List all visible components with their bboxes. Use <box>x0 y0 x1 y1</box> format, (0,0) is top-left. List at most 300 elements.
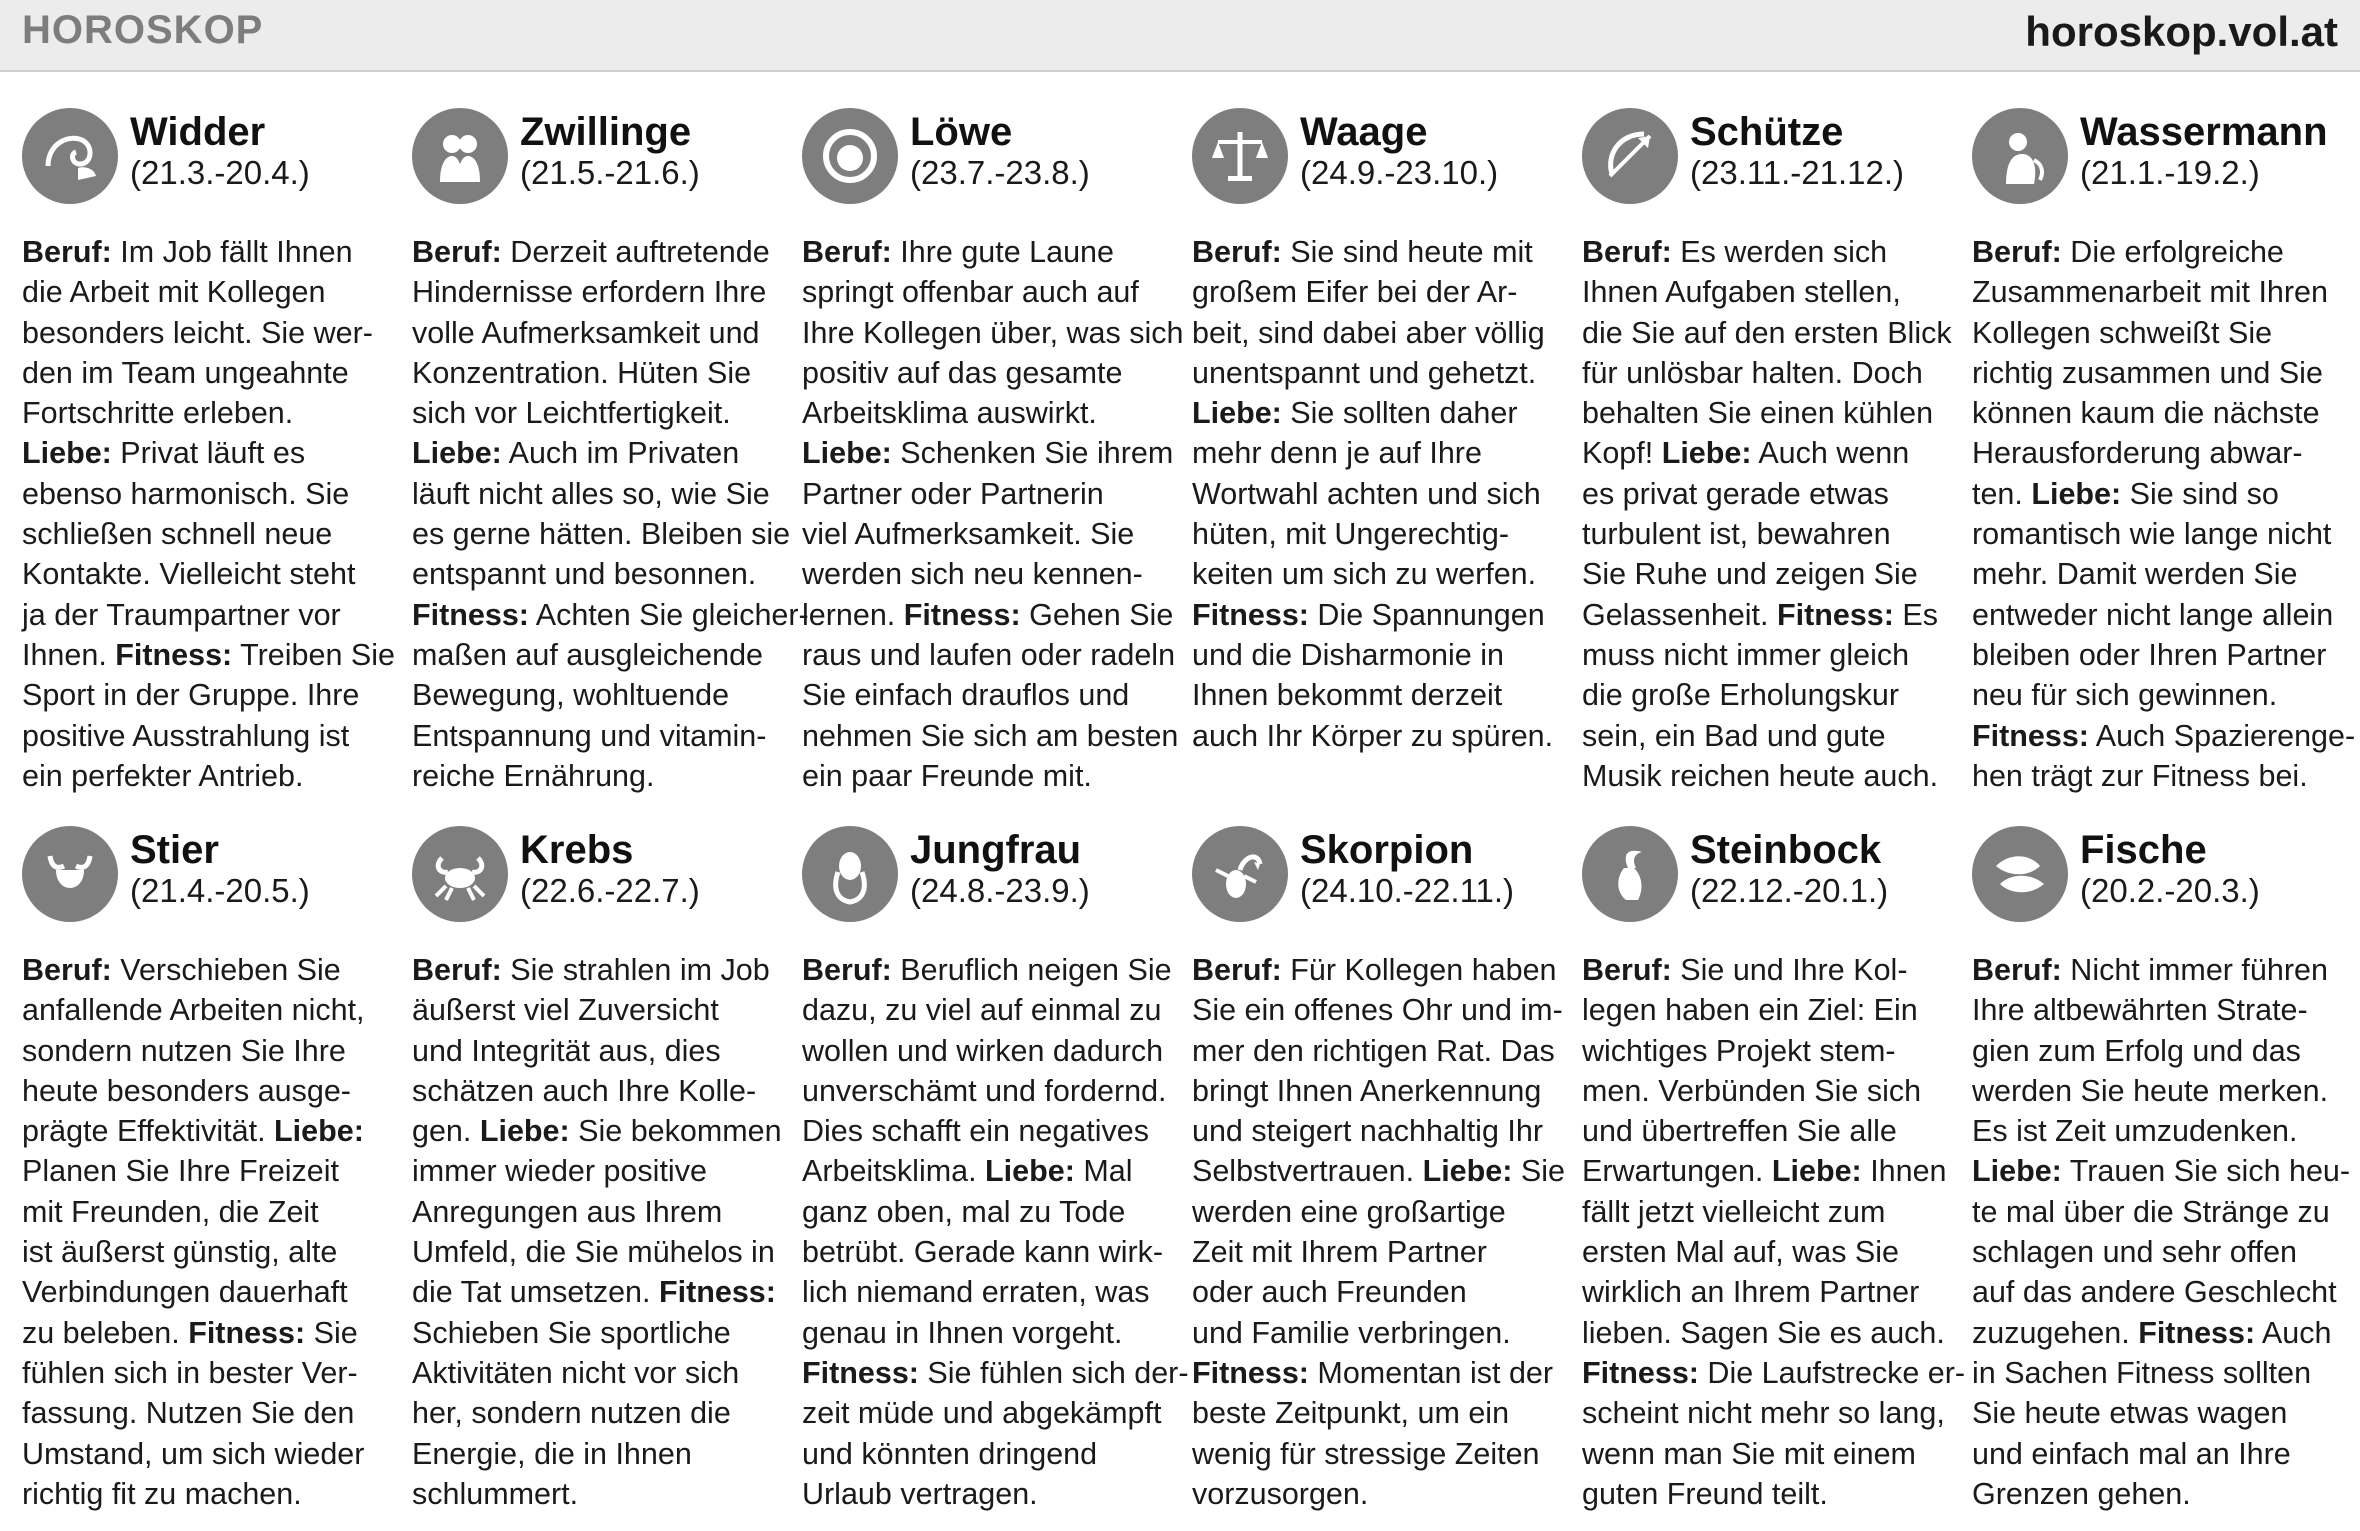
text-segment: Kontakte. Vielleicht steht <box>22 557 356 592</box>
text-segment: Achten Sie gleicher- <box>528 597 809 632</box>
sign-text <box>802 232 1184 796</box>
text-line <box>1972 232 2344 272</box>
text-segment: oder auch Freunden <box>1192 1275 1467 1310</box>
text-line <box>1582 1192 1954 1232</box>
text-segment: springt offenbar auch auf <box>802 275 1139 310</box>
text-segment: schlagen und sehr offen <box>1972 1235 2298 1270</box>
text-segment: schätzen auch Ihre Kolle- <box>412 1073 757 1108</box>
text-segment: Ihnen. <box>22 637 116 672</box>
text-line <box>22 393 394 433</box>
text-line <box>22 1393 394 1433</box>
text-segment: gien zum Erfolg und das <box>1972 1033 2301 1068</box>
sign-steinbock <box>1582 788 1966 1511</box>
text-segment: ersten Mal auf, was Sie <box>1582 1235 1900 1270</box>
text-segment: Sie <box>305 1315 358 1350</box>
text-line <box>1972 1031 2344 1071</box>
text-segment: anfallende Arbeiten nicht, <box>22 993 365 1028</box>
text-line <box>412 514 791 554</box>
text-segment: lieben. Sagen Sie es auch. <box>1582 1315 1945 1350</box>
text-line <box>1582 950 1954 990</box>
text-line <box>412 635 784 675</box>
text-segment: zu beleben. <box>22 1315 189 1350</box>
sign-header <box>22 70 394 191</box>
text-segment: legen haben ein Ziel: Ein <box>1582 993 1918 1028</box>
text-line <box>802 635 1174 675</box>
text-segment: ein paar Freunde mit. <box>802 758 1092 793</box>
text-line <box>802 433 1174 473</box>
text-line <box>22 1272 394 1312</box>
sign-widder <box>22 70 395 793</box>
text-segment: Verschieben Sie <box>111 953 341 987</box>
text-line <box>412 554 784 594</box>
sign-name: Zwillinge <box>520 110 692 154</box>
twins-icon <box>412 108 508 204</box>
text-line <box>802 1313 1174 1353</box>
sign-zwillinge <box>412 70 809 793</box>
text-line <box>802 313 1184 353</box>
text-segment: Grenzen gehen. <box>1972 1476 2191 1511</box>
text-line <box>802 1111 1174 1151</box>
text-segment: Sie fühlen sich der- <box>918 1355 1189 1390</box>
category-label: Liebe: <box>1771 1154 1862 1189</box>
text-segment: volle Aufmerksamkeit und <box>412 315 760 350</box>
category-label: Fitness: <box>802 1355 919 1390</box>
text-segment: Sie sind heute mit <box>1281 235 1533 269</box>
sign-header <box>1192 788 1564 909</box>
text-segment: ein perfekter Antrieb. <box>22 758 304 793</box>
category-label: Beruf: <box>802 953 892 987</box>
text-segment: und steigert nachhaltig Ihr <box>1192 1114 1543 1149</box>
text-line <box>1582 313 1954 353</box>
sign-name: Jungfrau <box>910 828 1082 872</box>
text-line <box>412 1434 784 1474</box>
category-label: Beruf: <box>1582 235 1672 269</box>
horoscope-grid <box>0 70 2360 1531</box>
category-label: Liebe: <box>274 1114 364 1149</box>
sign-name: Löwe <box>910 110 1013 154</box>
text-line <box>802 1031 1174 1071</box>
text-line <box>1972 1434 2344 1474</box>
sign-text <box>412 232 809 796</box>
text-segment: neu für sich gewinnen. <box>1972 678 2278 713</box>
sign-skorpion <box>1192 788 1565 1511</box>
text-line <box>1972 990 2344 1030</box>
text-line <box>22 1474 394 1514</box>
text-segment: ist äußerst günstig, alte <box>22 1235 338 1270</box>
category-label: Liebe: <box>22 436 112 471</box>
text-line <box>1192 474 1564 514</box>
text-segment: und Familie verbringen. <box>1192 1315 1511 1350</box>
text-line <box>1192 1111 1564 1151</box>
text-segment: Zeit mit Ihrem Partner <box>1192 1235 1487 1270</box>
text-segment: turbulent ist, bewahren <box>1582 517 1891 552</box>
website-link[interactable]: horoskop.vol.at <box>2025 8 2338 55</box>
text-segment: und einfach mal an Ihre <box>1972 1436 2291 1471</box>
scorpion-icon <box>1192 826 1288 922</box>
text-segment: wenig für stressige Zeiten <box>1192 1436 1540 1471</box>
text-line <box>412 1151 784 1191</box>
text-segment: Gehen Sie <box>1020 597 1174 632</box>
sign-name: Skorpion <box>1300 828 1474 872</box>
text-line <box>1972 474 2344 514</box>
text-segment: Sie Ruhe und zeigen Sie <box>1582 557 1918 592</box>
text-line <box>412 1474 784 1514</box>
text-line <box>1582 595 1954 635</box>
text-segment: lich niemand erraten, was <box>802 1275 1150 1310</box>
text-segment: richtig fit zu machen. <box>22 1476 302 1511</box>
text-segment: romantisch wie lange nicht <box>1972 517 2332 552</box>
text-line <box>1582 554 1954 594</box>
text-line <box>1972 272 2344 312</box>
text-segment: sein, ein Bad und gute <box>1582 718 1886 753</box>
sign-krebs <box>412 788 784 1511</box>
text-line <box>1582 635 1954 675</box>
text-segment: Auch wenn <box>1751 436 1910 471</box>
sign-text <box>1972 232 2356 796</box>
text-segment: Anregungen aus Ihrem <box>412 1194 723 1229</box>
text-line <box>412 716 784 756</box>
sign-header <box>1192 70 1564 191</box>
text-segment: Fortschritte erleben. <box>22 396 294 431</box>
text-segment: Im Job fällt Ihnen <box>111 235 353 269</box>
category-label: Liebe: <box>479 1114 570 1149</box>
text-line <box>1582 433 1954 473</box>
text-segment: scheint nicht mehr so lang, <box>1582 1396 1945 1431</box>
category-label: Fitness: <box>1776 597 1894 632</box>
text-segment: Sie sollten daher <box>1281 396 1518 431</box>
text-segment: Verbindungen dauerhaft <box>22 1275 348 1310</box>
text-segment: die Arbeit mit Kollegen <box>22 275 326 310</box>
text-segment: Partner oder Partnerin <box>802 476 1104 511</box>
sign-name: Stier <box>130 828 219 872</box>
text-line <box>1972 1071 2344 1111</box>
text-segment: und Integrität aus, dies <box>412 1033 721 1068</box>
category-label: Beruf: <box>1192 235 1282 269</box>
text-line <box>1192 232 1564 272</box>
text-line <box>1582 232 1954 272</box>
text-segment: Es ist Zeit umzudenken. <box>1972 1114 2298 1149</box>
text-segment: Herausforderung abwar- <box>1972 436 2303 471</box>
text-line <box>1192 595 1564 635</box>
text-segment: wichtiges Projekt stem- <box>1582 1033 1896 1068</box>
text-segment: läuft nicht alles so, wie Sie <box>412 476 770 511</box>
text-line <box>22 1192 394 1232</box>
text-line <box>1192 1474 1564 1514</box>
text-segment: Energie, die in Ihnen <box>412 1436 692 1471</box>
text-segment: Kollegen schweißt Sie <box>1972 315 2273 350</box>
category-label: Liebe: <box>985 1154 1075 1189</box>
virgin-icon <box>802 826 898 922</box>
text-segment: Erwartungen. <box>1582 1154 1772 1189</box>
sign-text <box>412 950 784 1514</box>
text-line <box>22 1151 394 1191</box>
text-segment: es privat gerade etwas <box>1582 476 1889 511</box>
text-segment: die Tat umsetzen. <box>412 1275 659 1310</box>
sign-dates: (24.8.-23.9.) <box>910 872 1090 909</box>
category-label: Beruf: <box>1582 953 1672 987</box>
text-line <box>412 474 784 514</box>
text-segment: Auch <box>2255 1315 2332 1350</box>
text-line <box>802 1434 1174 1474</box>
text-line <box>1192 554 1564 594</box>
text-segment: Sie bekommen <box>569 1114 782 1149</box>
water-bearer-icon <box>1972 108 2068 204</box>
text-segment: zeit müde und abgekämpft <box>802 1396 1162 1431</box>
text-segment: nehmen Sie sich am besten <box>802 718 1179 753</box>
category-label: Fitness: <box>1582 1355 1699 1390</box>
text-line <box>1972 675 2344 715</box>
text-line <box>802 990 1174 1030</box>
text-segment: prägte Effektivität. <box>22 1114 275 1149</box>
sign-header <box>1582 70 1954 191</box>
category-label: Fitness: <box>188 1315 306 1350</box>
text-line <box>802 1353 1189 1393</box>
text-segment: Sie <box>1512 1154 1565 1189</box>
text-segment: te mal über die Stränge zu <box>1972 1194 2330 1229</box>
text-line <box>412 433 784 473</box>
text-segment: Ihre gute Laune <box>891 235 1114 269</box>
sign-dates: (21.4.-20.5.) <box>130 872 310 909</box>
text-segment: Kopf! <box>1582 436 1662 471</box>
category-label: Beruf: <box>412 953 502 987</box>
sign-name: Waage <box>1300 110 1428 154</box>
text-line <box>22 1313 394 1353</box>
text-line <box>802 353 1174 393</box>
text-segment: Die Laufstrecke er- <box>1698 1355 1966 1390</box>
text-line <box>1972 1151 2351 1191</box>
text-line <box>1582 393 1954 433</box>
category-label: Liebe: <box>802 436 892 471</box>
text-line <box>802 1151 1174 1191</box>
text-segment: Arbeitsklima auswirkt. <box>802 396 1097 431</box>
text-segment: Selbstvertrauen. <box>1192 1154 1423 1189</box>
text-segment: Gelassenheit. <box>1582 597 1777 632</box>
sign-header <box>1972 788 2344 909</box>
text-line <box>802 716 1179 756</box>
text-line <box>412 393 784 433</box>
text-line <box>802 272 1174 312</box>
bow-arrow-icon <box>1582 108 1678 204</box>
text-line <box>22 554 394 594</box>
text-line <box>22 232 394 272</box>
sign-header <box>412 788 784 909</box>
text-segment: positive Ausstrahlung ist <box>22 718 350 753</box>
text-segment: Entspannung und vitamin- <box>412 718 767 753</box>
text-line <box>22 950 394 990</box>
text-segment: Sie strahlen im Job <box>501 953 770 987</box>
text-segment: reiche Ernährung. <box>412 758 655 793</box>
sign-text <box>1972 950 2351 1514</box>
sign-wassermann <box>1972 70 2356 793</box>
text-segment: Hindernisse erfordern Ihre <box>412 275 767 310</box>
text-segment: die Sie auf den ersten Blick <box>1582 315 1952 350</box>
text-line <box>22 474 394 514</box>
text-segment: dazu, zu viel auf einmal zu <box>802 993 1162 1028</box>
text-line <box>1192 353 1564 393</box>
text-line <box>1972 1353 2344 1393</box>
text-segment: betrübt. Gerade kann wirk- <box>802 1235 1164 1270</box>
category-label: Beruf: <box>1192 953 1282 987</box>
text-segment: Derzeit auftretende <box>501 235 770 269</box>
text-segment: positiv auf das gesamte <box>802 355 1123 390</box>
text-line <box>802 1272 1174 1312</box>
sign-text <box>1582 950 1966 1514</box>
text-segment: heute besonders ausge- <box>22 1073 351 1108</box>
text-segment: ten. <box>1972 476 2032 511</box>
text-line <box>1972 1192 2344 1232</box>
text-segment: schließen schnell neue <box>22 517 333 552</box>
text-line <box>1192 1232 1564 1272</box>
ibex-icon <box>1582 826 1678 922</box>
text-line <box>1192 313 1564 353</box>
text-segment: men. Verbünden Sie sich <box>1582 1073 1922 1108</box>
text-line <box>1192 1031 1564 1071</box>
sign-name: Krebs <box>520 828 634 872</box>
text-line <box>1192 1192 1564 1232</box>
text-line <box>412 1192 784 1232</box>
text-line <box>1192 1071 1564 1111</box>
text-line <box>1972 313 2344 353</box>
sign-waage <box>1192 70 1564 770</box>
text-segment: Es werden sich <box>1671 235 1888 269</box>
text-segment: Schenken Sie ihrem <box>891 436 1174 471</box>
text-line <box>22 675 394 715</box>
sign-dates: (24.10.-22.11.) <box>1300 872 1515 909</box>
text-segment: Ihnen <box>1861 1154 1947 1189</box>
text-segment: ja der Traumpartner vor <box>22 597 341 632</box>
category-label: Liebe: <box>1192 396 1282 431</box>
text-line <box>1582 353 1954 393</box>
text-line <box>412 1272 784 1312</box>
text-segment: Beruflich neigen Sie <box>891 953 1172 987</box>
text-segment: viel Aufmerksamkeit. Sie <box>802 517 1135 552</box>
sign-text <box>1192 950 1564 1514</box>
text-segment: und übertreffen Sie alle <box>1582 1114 1897 1149</box>
text-line <box>1972 393 2344 433</box>
text-line <box>22 716 394 756</box>
text-line <box>802 514 1174 554</box>
text-line <box>1582 1474 1954 1514</box>
text-line <box>22 1071 394 1111</box>
category-label: Liebe: <box>2031 476 2122 511</box>
text-segment: richtig zusammen und Sie <box>1972 355 2323 390</box>
text-line <box>412 1353 784 1393</box>
text-segment: Aktivitäten nicht vor sich <box>412 1355 740 1390</box>
text-line <box>412 1232 784 1272</box>
text-line <box>802 595 1174 635</box>
text-line <box>412 1313 784 1353</box>
text-segment: Sie heute etwas wagen <box>1972 1396 2288 1431</box>
text-line <box>1192 1272 1564 1312</box>
sign-text <box>1192 232 1564 756</box>
sign-jungfrau <box>802 788 1189 1511</box>
sign-dates: (21.5.-21.6.) <box>520 154 700 191</box>
text-line <box>412 595 809 635</box>
text-segment: mer den richtigen Rat. Das <box>1192 1033 1555 1068</box>
ram-icon <box>22 108 118 204</box>
text-line <box>1192 950 1564 990</box>
text-segment: entweder nicht lange allein <box>1972 597 2334 632</box>
text-line <box>1192 1434 1564 1474</box>
sign-text <box>22 950 394 1514</box>
text-line <box>1972 1232 2344 1272</box>
text-line <box>1972 514 2344 554</box>
text-line <box>22 313 394 353</box>
text-line <box>802 1393 1174 1433</box>
text-segment: Sport in der Gruppe. Ihre <box>22 678 360 713</box>
text-line <box>22 990 394 1030</box>
text-line <box>412 1111 784 1151</box>
text-segment: lernen. <box>802 597 904 632</box>
text-line <box>1582 990 1954 1030</box>
text-line <box>1192 433 1564 473</box>
text-segment: Arbeitsklima. <box>802 1154 986 1189</box>
text-segment: muss nicht immer gleich <box>1582 637 1910 672</box>
text-line <box>1582 1151 1954 1191</box>
text-segment: Die erfolgreiche <box>2061 235 2284 269</box>
category-label: Liebe: <box>1422 1154 1513 1189</box>
text-line <box>802 554 1174 594</box>
text-segment: Trauen Sie sich heu- <box>2061 1154 2351 1189</box>
text-segment: Dies schafft ein negatives <box>802 1114 1149 1149</box>
text-line <box>1192 1353 1564 1393</box>
text-line <box>1972 1313 2344 1353</box>
sign-fische <box>1972 788 2351 1511</box>
text-line <box>1192 716 1564 756</box>
sign-dates: (23.7.-23.8.) <box>910 154 1090 191</box>
text-line <box>22 272 394 312</box>
text-segment: Ihre Kollegen über, was sich <box>802 315 1184 350</box>
text-line <box>412 313 784 353</box>
text-line <box>802 950 1174 990</box>
text-segment: werden eine großartige <box>1192 1194 1506 1229</box>
text-segment: hen trägt zur Fitness bei. <box>1972 758 2308 793</box>
text-line <box>22 1031 394 1071</box>
text-line <box>802 393 1174 433</box>
category-label: Liebe: <box>1972 1154 2062 1189</box>
sign-dates: (20.2.-20.3.) <box>2080 872 2260 909</box>
text-segment: fällt jetzt vielleicht zum <box>1582 1194 1886 1229</box>
text-line <box>412 272 784 312</box>
text-line <box>412 1393 784 1433</box>
text-segment: Bewegung, wohltuende <box>412 678 730 713</box>
sign-text <box>1582 232 1954 796</box>
text-line <box>1192 635 1564 675</box>
text-segment: wenn man Sie mit einem <box>1582 1436 1916 1471</box>
text-segment: Auch Spazierenge- <box>2088 718 2356 753</box>
text-segment: mit Freunden, die Zeit <box>22 1194 319 1229</box>
text-line <box>1582 1031 1954 1071</box>
sign-dates: (22.12.-20.1.) <box>1690 872 1889 909</box>
text-segment: genau in Ihnen vorgeht. <box>802 1315 1123 1350</box>
text-line <box>1582 1434 1954 1474</box>
text-line <box>1582 474 1954 514</box>
text-line <box>1192 990 1564 1030</box>
sign-header <box>412 70 784 191</box>
text-segment: fühlen sich in bester Ver- <box>22 1355 358 1390</box>
text-line <box>412 675 784 715</box>
text-line <box>22 1232 394 1272</box>
sign-name: Schütze <box>1690 110 1844 154</box>
text-segment: beste Zeitpunkt, um ein <box>1192 1396 1510 1431</box>
sign-header <box>22 788 394 909</box>
text-segment: zuzugehen. <box>1972 1315 2139 1350</box>
text-segment: sich vor Leichtfertigkeit. <box>412 396 731 431</box>
category-label: Beruf: <box>1972 235 2062 269</box>
text-segment: ganz oben, mal zu Tode <box>802 1194 1126 1229</box>
sign-text <box>802 950 1189 1514</box>
sign-name: Fische <box>2080 828 2207 872</box>
